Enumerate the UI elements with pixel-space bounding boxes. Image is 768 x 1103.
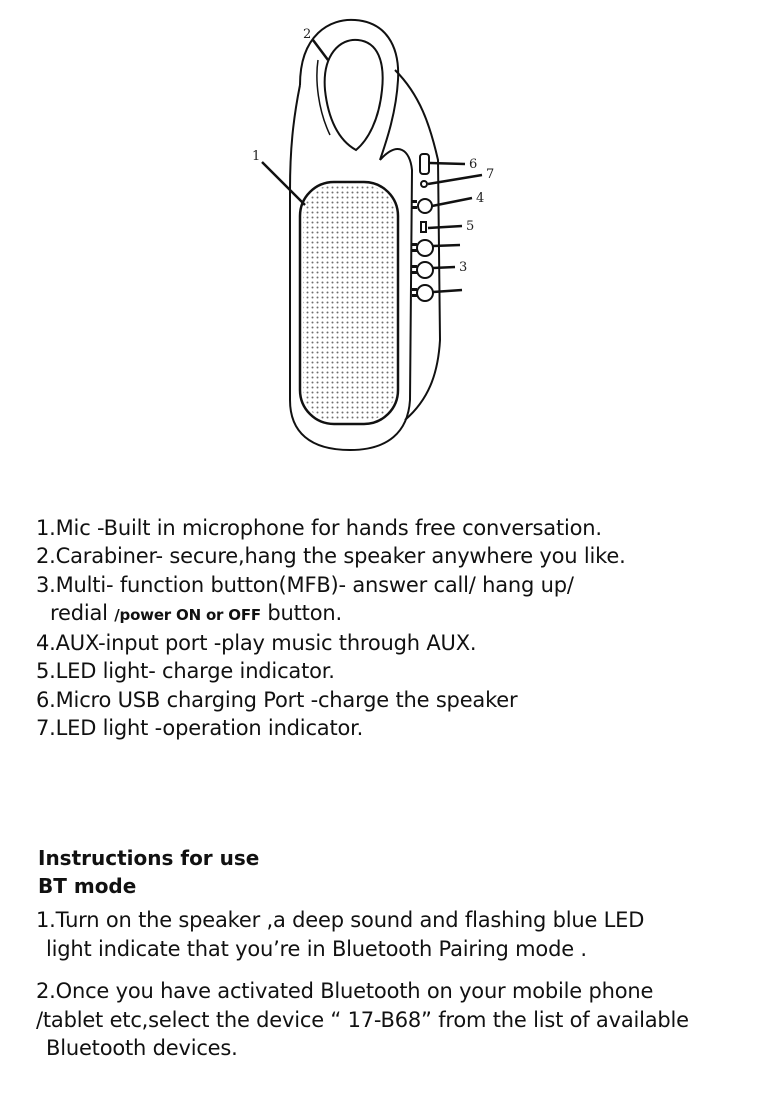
list-item: 6.Micro USB charging Port -charge the speaker [36, 687, 518, 712]
callout-6: 6 [469, 157, 478, 172]
callout-4: 4 [476, 191, 485, 206]
callout-2: 2 [303, 27, 312, 42]
bt-mode-subtitle: BT mode [38, 874, 137, 898]
callout-5: 5 [466, 219, 475, 234]
list-item: 3.Multi- function button(MFB)- answer call/ hang up/ redial /power ON or OFF button. [36, 571, 756, 630]
list-item-continuation: redial /power ON or OFF button. [50, 600, 342, 625]
list-item: 5.LED light- charge indicator. [36, 659, 335, 684]
list-item: 2.Carabiner- secure,hang the speaker anywhere you like. [36, 544, 626, 569]
list-item: 7.LED light -operation indicator. [36, 716, 364, 741]
callout-7: 7 [486, 167, 495, 182]
list-item: 1.Turn on the speaker ,a deep sound and flashing blue LED light indicate that you’re in Bluetooth Pairing mode . [36, 908, 645, 961]
instruction-steps [36, 906, 766, 1077]
speaker-grille [303, 185, 395, 421]
callout-3: 3 [459, 260, 468, 275]
list-item: 4.AUX-input port -play music through AUX. [36, 631, 477, 656]
speaker-illustration [0, 0, 768, 480]
list-item: 1.Mic -Built in microphone for hands free conversation. [36, 516, 602, 540]
callout-1: 1 [252, 149, 261, 164]
parts-list [36, 514, 756, 742]
instructions-title: Instructions for use [38, 846, 260, 870]
list-item: 2.Once you have activated Bluetooth on your mobile phone /tablet etc,select the device “ 17-B68” from the list of available Bluetooth devices. [36, 979, 689, 1060]
